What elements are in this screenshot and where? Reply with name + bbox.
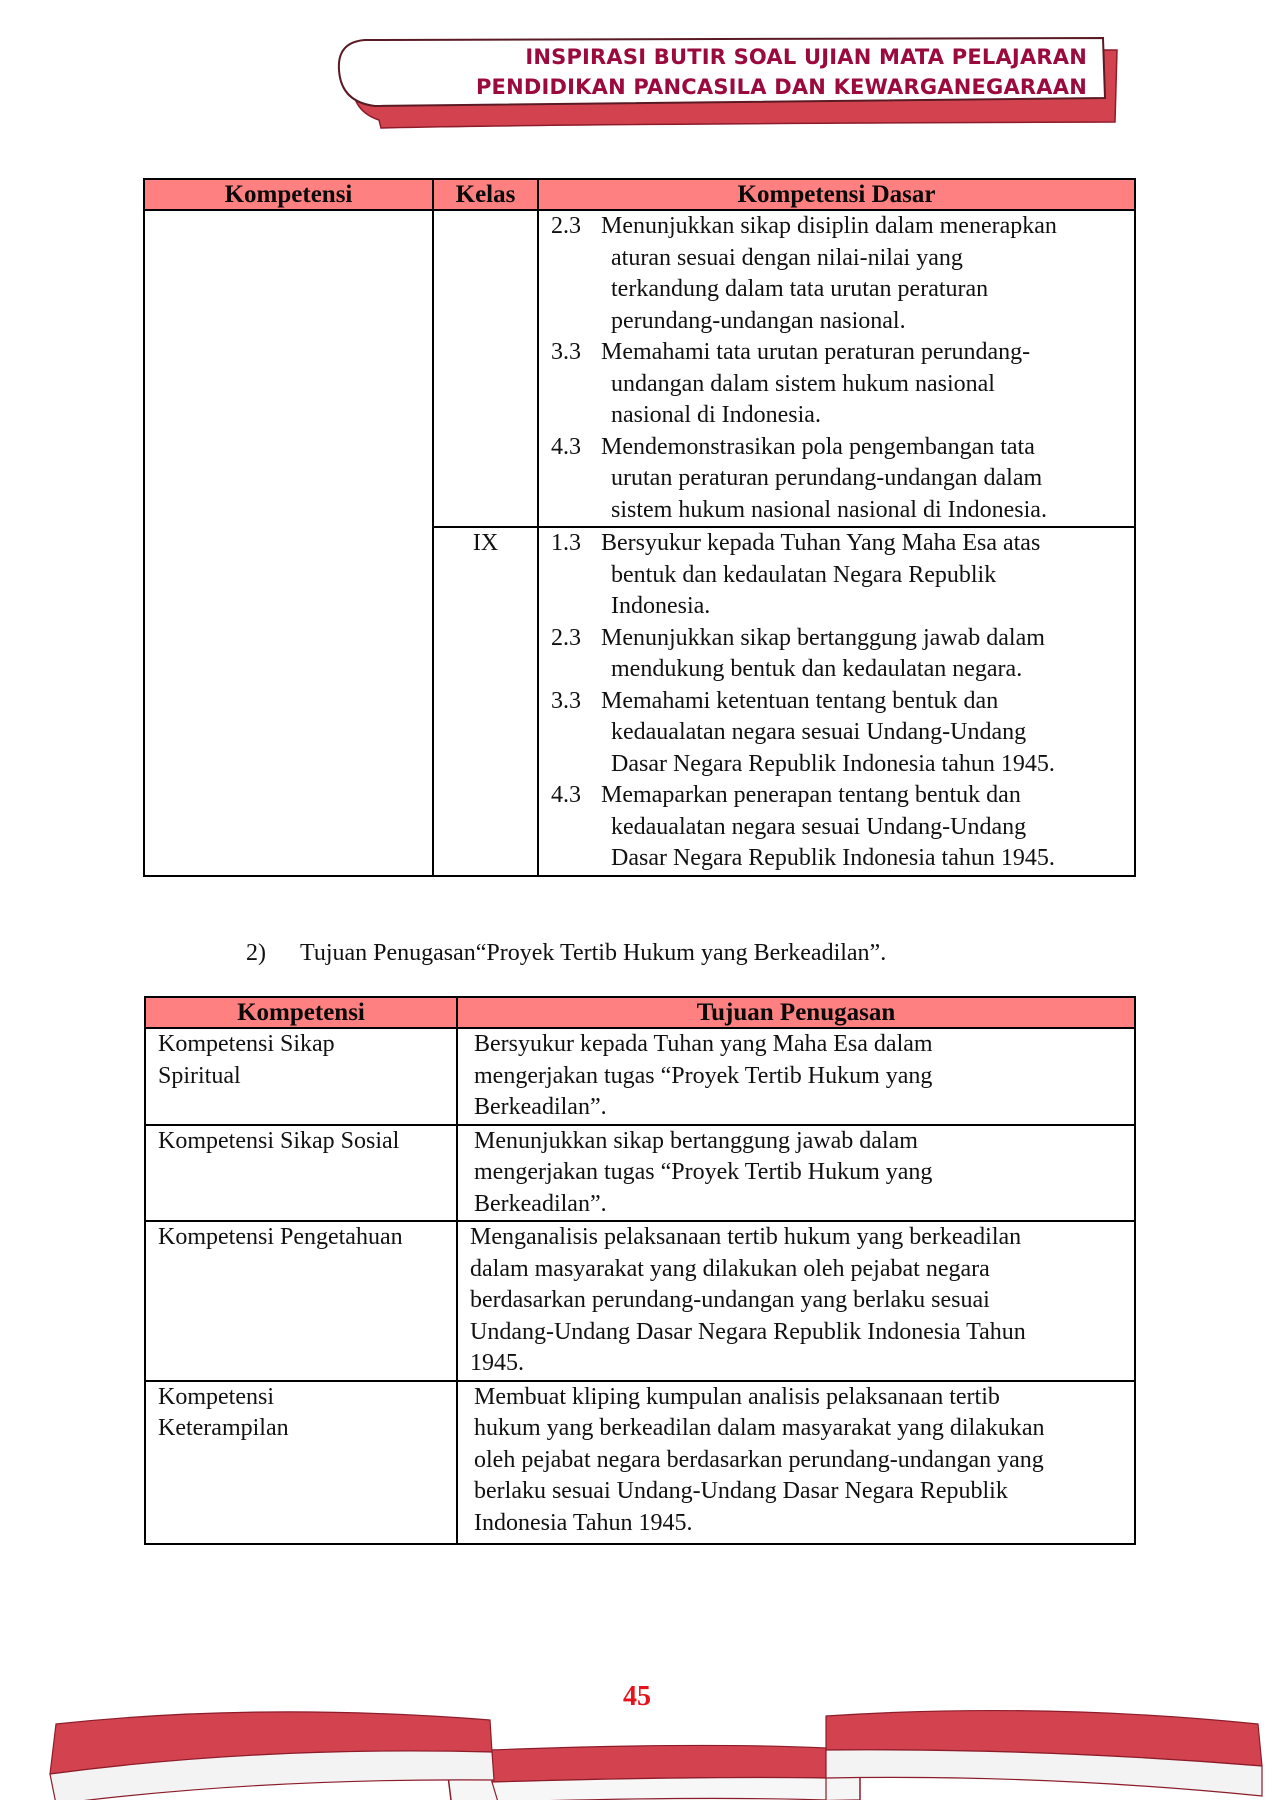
- table-row: [144, 210, 1135, 527]
- kd-item: [551, 528, 1134, 623]
- tujuan-text-line: hukum yang berkeadilan dalam masyarakat yang dilakukan: [474, 1415, 1045, 1441]
- kd-text-line: Dasar Negara Republik Indonesia tahun 1945.: [611, 845, 1055, 871]
- kompetensi-text-line: Keterampilan: [158, 1415, 289, 1441]
- tujuan-text-line: mengerjakan tugas “Proyek Tertib Hukum yang: [474, 1062, 933, 1089]
- kd-text-line: Mendemonstrasikan pola pengembangan tata: [601, 433, 1035, 460]
- kompetensi-cell: [145, 1028, 457, 1125]
- kd-number: 2.3: [551, 624, 581, 651]
- kd-text-line: Menunjukkan sikap disiplin dalam menerapkan: [601, 213, 1057, 239]
- kelas-cell: IX: [433, 527, 538, 876]
- kd-number: 4.3: [551, 782, 581, 808]
- document-header-title: [476, 42, 1087, 102]
- section-number: 2): [246, 940, 266, 966]
- tujuan-text-line: Membuat kliping kumpulan analisis pelaksanaan tertib: [474, 1383, 1000, 1410]
- kompetensi-text-line: Kompetensi Pengetahuan: [158, 1224, 403, 1250]
- kd-text-line: Memaparkan penerapan tentang bentuk dan: [601, 782, 1021, 808]
- section-text: Tujuan Penugasan“Proyek Tertib Hukum yang Berkeadilan”.: [300, 940, 887, 966]
- kd-item: [551, 780, 1134, 875]
- kd-text-line: Memahami tata urutan peraturan perundang-: [601, 339, 1031, 365]
- kd-item: [551, 686, 1134, 781]
- tujuan-text-line: dalam masyarakat yang dilakukan oleh pejabat negara: [470, 1255, 990, 1282]
- kd-text-line: terkandung dalam tata urutan peraturan: [611, 276, 989, 302]
- kd-cell: [538, 527, 1135, 876]
- table-row: [145, 1125, 1135, 1222]
- tujuan-text-line: Berkeadilan”.: [474, 1094, 607, 1120]
- kompetensi-cell: [145, 1221, 457, 1381]
- tujuan-text-line: Berkeadilan”.: [474, 1190, 607, 1217]
- tujuan-text-line: mengerjakan tugas “Proyek Tertib Hukum yang: [474, 1159, 933, 1185]
- header-title-line-1: INSPIRASI BUTIR SOAL UJIAN MATA PELAJARAN: [525, 45, 1087, 69]
- kd-text-line: sistem hukum nasional nasional di Indonesia.: [611, 496, 1047, 523]
- kd-text-line: Indonesia.: [611, 593, 711, 619]
- kd-text-line: Bersyukur kepada Tuhan Yang Maha Esa atas: [601, 530, 1041, 556]
- kd-list: [539, 211, 1134, 526]
- kd-text-line: aturan sesuai dengan nilai-nilai yang: [611, 244, 963, 271]
- header-tujuan-penugasan: Tujuan Penugasan: [457, 997, 1135, 1028]
- tujuan-cell: [457, 1381, 1135, 1544]
- kompetensi-text-line: Kompetensi: [158, 1383, 274, 1410]
- section-heading: [246, 938, 886, 968]
- kd-number: 2.3: [551, 213, 581, 239]
- kd-text-line: kedaualatan negara sesuai Undang-Undang: [611, 719, 1027, 745]
- table-row: [145, 1381, 1135, 1544]
- kd-number: 4.3: [551, 433, 581, 460]
- tujuan-text-line: berlaku sesuai Undang-Undang Dasar Negara Republik: [474, 1478, 1008, 1504]
- kd-item: [551, 337, 1134, 432]
- kompetensi-cell: [144, 210, 433, 876]
- kd-text-line: urutan peraturan perundang-undangan dalam: [611, 465, 1043, 491]
- table-header-row: [144, 179, 1135, 210]
- kd-item: [551, 211, 1134, 337]
- tujuan-text-line: Bersyukur kepada Tuhan yang Maha Esa dalam: [474, 1031, 933, 1057]
- header-kompetensi-dasar: Kompetensi Dasar: [538, 179, 1135, 210]
- kd-text-line: kedaualatan negara sesuai Undang-Undang: [611, 813, 1027, 840]
- kd-text-line: undangan dalam sistem hukum nasional: [611, 370, 995, 397]
- footer-ribbon: [0, 1700, 1274, 1800]
- kd-text-line: mendukung bentuk dan kedaulatan negara.: [611, 656, 1023, 682]
- kd-text-line: perundang-undangan nasional.: [611, 307, 906, 334]
- kd-cell: [538, 210, 1135, 527]
- header-banner: [335, 36, 1125, 136]
- kd-number: 3.3: [551, 339, 581, 365]
- tujuan-text-line: berdasarkan perundang-undangan yang berlaku sesuai: [470, 1287, 990, 1313]
- kd-text-line: Dasar Negara Republik Indonesia tahun 1945.: [611, 750, 1055, 777]
- tujuan-cell: [457, 1221, 1135, 1381]
- kompetensi-text-line: Kompetensi Sikap Sosial: [158, 1127, 400, 1154]
- kd-item: [551, 623, 1134, 686]
- tujuan-text-line: oleh pejabat negara berdasarkan perundang-undangan yang: [474, 1446, 1044, 1473]
- kd-text-line: Memahami ketentuan tentang bentuk dan: [601, 687, 999, 714]
- header-kompetensi: Kompetensi: [144, 179, 433, 210]
- kd-number: 1.3: [551, 530, 581, 556]
- tujuan-text-line: Menunjukkan sikap bertanggung jawab dalam: [474, 1127, 918, 1154]
- tujuan-text-line: Undang-Undang Dasar Negara Republik Indonesia Tahun: [470, 1318, 1026, 1345]
- table-row: [145, 1028, 1135, 1125]
- tujuan-penugasan-table: [144, 996, 1136, 1545]
- kompetensi-cell: [145, 1125, 457, 1222]
- kd-number: 3.3: [551, 687, 581, 714]
- tujuan-text-line: Menganalisis pelaksanaan tertib hukum yang berkeadilan: [470, 1224, 1022, 1250]
- tujuan-cell: [457, 1028, 1135, 1125]
- table-row: [145, 1221, 1135, 1381]
- kd-text-line: bentuk dan kedaulatan Negara Republik: [611, 561, 997, 588]
- kompetensi-text-line: Spiritual: [158, 1062, 241, 1089]
- tujuan-text-line: 1945.: [470, 1350, 524, 1376]
- header-kelas: Kelas: [433, 179, 538, 210]
- page-number: 45: [623, 1681, 651, 1712]
- kompetensi-cell: [145, 1381, 457, 1544]
- tujuan-text-line: Indonesia Tahun 1945.: [474, 1509, 693, 1536]
- kompetensi-dasar-table: [143, 178, 1136, 877]
- kelas-cell: [433, 210, 538, 527]
- ribbon-footer-icon: [0, 1700, 1274, 1800]
- kd-item: [551, 432, 1134, 527]
- kd-text-line: Menunjukkan sikap bertanggung jawab dalam: [601, 624, 1045, 651]
- table-header-row: [145, 997, 1135, 1028]
- kd-list: [539, 528, 1134, 875]
- header-title-line-2: PENDIDIKAN PANCASILA DAN KEWARGANEGARAAN: [475, 75, 1087, 99]
- tujuan-cell: [457, 1125, 1135, 1222]
- header-kompetensi: Kompetensi: [145, 997, 457, 1028]
- kompetensi-text-line: Kompetensi Sikap: [158, 1031, 335, 1057]
- kd-text-line: nasional di Indonesia.: [611, 402, 821, 428]
